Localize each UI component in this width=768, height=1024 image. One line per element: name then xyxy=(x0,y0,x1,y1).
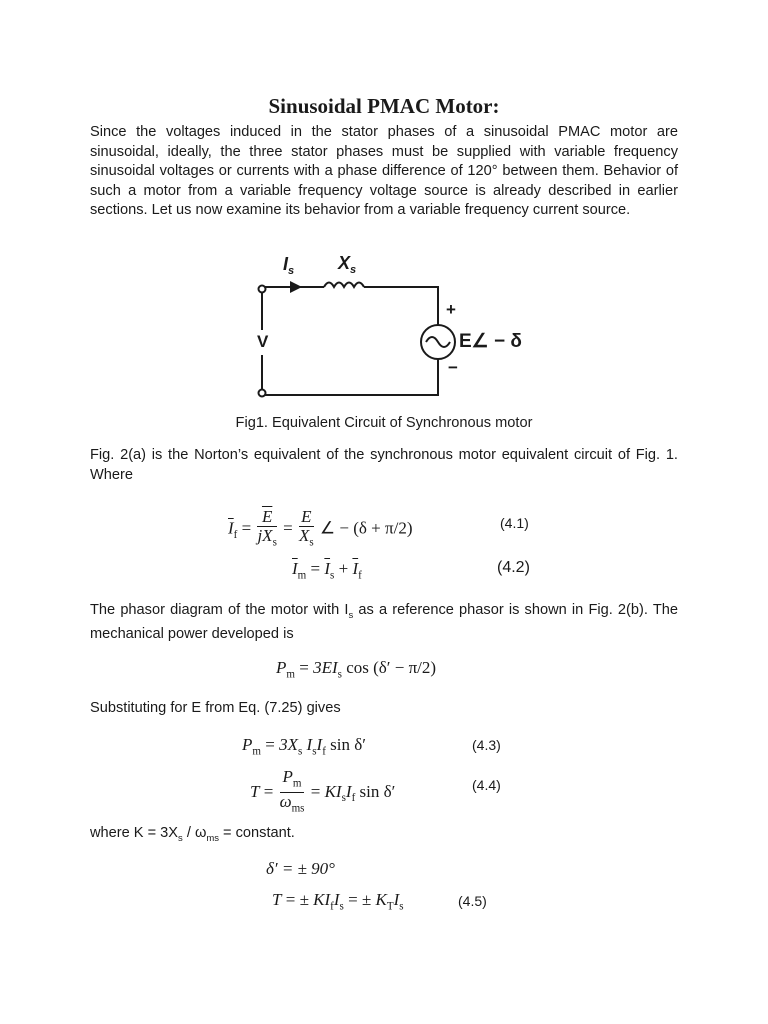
ac-source-wave xyxy=(426,337,450,347)
equivalent-circuit-figure xyxy=(240,245,540,405)
equation-4-5: T = ± $KI_fI_s$ = ± $K_TI_s$ xyxy=(272,890,404,913)
equation-number-4-2: (4.2) xyxy=(497,559,530,576)
current-arrow-icon xyxy=(290,281,302,293)
phasor-paragraph: The phasor diagram of the motor with $I_s$ as a reference phasor is shown in Fig. 2(b). The mechanical power developed is xyxy=(90,602,678,643)
page-title: Sinusoidal PMAC Motor: xyxy=(268,94,500,118)
circuit-wire-top-right xyxy=(364,287,438,325)
equation-4-4: T = $\frac{P_m}{\omega_{ms}}$ = $KI_sI_f$ sin δ′ xyxy=(250,767,396,815)
terminal-bottom xyxy=(259,390,266,397)
equation-4-2: $\overline{I}_m = \overline{I}_s + \overline{I}_f$ xyxy=(292,559,362,582)
circuit-wire-right xyxy=(262,359,438,395)
label-reactance: $X_s$ xyxy=(338,253,357,276)
equation-number-4-1: (4.1) xyxy=(500,515,529,531)
intro-paragraph: Since the voltages induced in the stator phases of a sinusoidal PMAC motor are sinusoidal, ideally, the three stator phases must be supplied with variable frequency sinusoidal voltages or currents with a phase difference of 120° between them. Behavior of such a motor from a variable frequency voltage source is already described in earlier sections. Let us now examine its behavior from a variable frequency current source. xyxy=(90,124,678,218)
figure-caption: Fig1. Equivalent Circuit of Synchronous motor xyxy=(235,415,533,431)
equation-number-4-4: (4.4) xyxy=(472,777,501,793)
constant-paragraph: where $K = 3X_s / \omega_{ms}$ = constant. xyxy=(90,825,295,844)
equation-4-1: $\overline{I}_f$ = $\frac{\overline{E}}{jX_s}$ = $\frac{E}{X_s}$ ∠ − (δ + π/2) xyxy=(228,507,413,549)
label-voltage: V xyxy=(257,332,269,351)
label-plus: + xyxy=(446,300,456,319)
label-minus: − xyxy=(448,358,458,377)
equation-4-3: $P_m = 3X_s$ $I_sI_f$ sin δ′ xyxy=(242,735,366,758)
inductor-coil xyxy=(324,283,364,288)
substitution-paragraph: Substituting for E from Eq. (7.25) gives xyxy=(90,700,341,716)
equation-number-4-3: (4.3) xyxy=(472,737,501,753)
norton-paragraph: Fig. 2(a) is the Norton’s equivalent of the synchronous motor equivalent circuit of Fig. 1. Where xyxy=(90,447,678,483)
equation-number-4-5: (4.5) xyxy=(458,893,487,909)
label-emf: E∠ − δ xyxy=(459,331,522,352)
terminal-top xyxy=(259,286,266,293)
label-current: $I_s$ xyxy=(283,254,295,277)
equation-mechanical-power: $P_m = 3EI_s$ cos (δ′ − π/2) xyxy=(276,658,437,681)
equation-delta: δ′ = ± 90° xyxy=(266,859,335,878)
